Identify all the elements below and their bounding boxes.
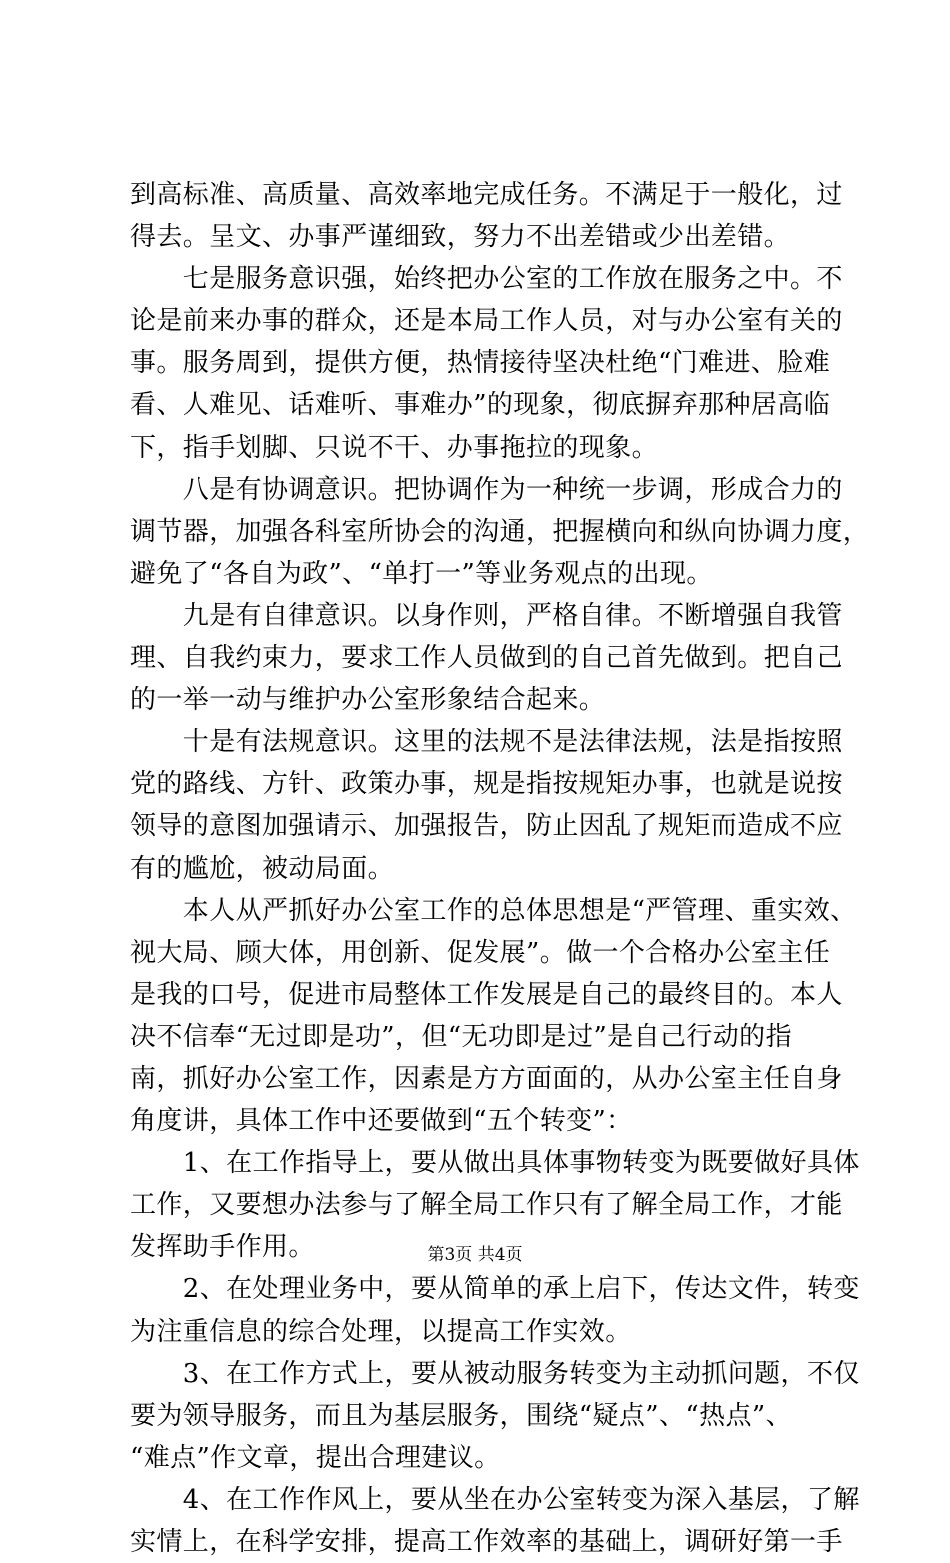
text-line: 1、在工作指导上，要从做出具体事物转变为既要做好具体 xyxy=(130,1148,860,1179)
text-line: 视大局、顾大体，用创新、促发展”。做一个合格办公室主任 xyxy=(130,937,831,968)
text-line: 为注重信息的综合处理，以提高工作实效。 xyxy=(130,1316,632,1347)
text-line: 得去。呈文、办事严谨细致，努力不出差错或少出差错。 xyxy=(130,222,791,253)
text-line: 4、在工作作风上，要从坐在办公室转变为深入基层，了解 xyxy=(130,1484,860,1515)
text-line: 3、在工作方式上，要从被动服务转变为主动抓问题，不仅 xyxy=(130,1358,860,1389)
text-line: 2、在处理业务中，要从简单的承上启下，传达文件，转变 xyxy=(130,1274,860,1305)
text-line: 角度讲，具体工作中还要做到“五个转变”： xyxy=(130,1106,633,1137)
text-line: 到高标准、高质量、高效率地完成任务。不满足于一般化，过 xyxy=(130,180,843,210)
text-line: 八是有协调意识。把协调作为一种统一步调，形成合力的 xyxy=(130,474,843,505)
text-line: 工作，又要想办法参与了解全局工作只有了解全局工作，才能 xyxy=(130,1190,843,1221)
text-line: 看、人难见、话难听、事难办”的现象，彻底摒弃那种居高临 xyxy=(130,390,831,421)
text-line: 十是有法规意识。这里的法规不是法律法规，法是指按照 xyxy=(130,727,843,758)
text-line: 发挥助手作用。 xyxy=(130,1232,315,1263)
text-line: 南，抓好办公室工作，因素是方方面面的，从办公室主任自身 xyxy=(130,1063,843,1094)
text-line: 本人从严抓好办公室工作的总体思想是“严管理、重实效、 xyxy=(130,895,857,926)
text-line: 的一举一动与维护办公室形象结合起来。 xyxy=(130,685,606,716)
text-line: 是我的口号，促进市局整体工作发展是自己的最终目的。本人 xyxy=(130,979,843,1010)
text-line: 决不信奉“无过即是功”，但“无功即是过”是自己行动的指 xyxy=(130,1021,792,1052)
text-line: 理、自我约束力，要求工作人员做到的自己首先做到。把自己 xyxy=(130,643,843,674)
text-line: 九是有自律意识。以身作则，严格自律。不断增强自我管 xyxy=(130,600,843,631)
text-line: 有的尴尬，被动局面。 xyxy=(130,853,395,884)
page-footer xyxy=(0,1245,950,1265)
text-line: 实情上，在科学安排，提高工作效率的基础上，调研好第一手 xyxy=(130,1527,843,1557)
page-number-label: 第3页 共4页 xyxy=(427,1245,523,1265)
text-line: 党的路线、方针、政策办事，规是指按规矩办事，也就是说按 xyxy=(130,769,843,800)
text-line: 领导的意图加强请示、加强报告，防止因乱了规矩而造成不应 xyxy=(130,811,843,842)
text-line: 避免了“各自为政”、“单打一”等业务观点的出现。 xyxy=(130,558,713,589)
document-body xyxy=(130,174,870,1563)
text-line: 事。服务周到，提供方便，热情接待坚决杜绝“门难进、脸难 xyxy=(130,348,831,379)
text-line: 七是服务意识强，始终把办公室的工作放在服务之中。不 xyxy=(130,264,843,295)
text-line: “难点”作文章，提出合理建议。 xyxy=(130,1442,501,1473)
text-line: 下，指手划脚、只说不干、办事拖拉的现象。 xyxy=(130,432,659,463)
text-line: 论是前来办事的群众，还是本局工作人员，对与办公室有关的 xyxy=(130,306,843,337)
text-line: 要为领导服务，而且为基层服务，围绕“疑点”、“热点”、 xyxy=(130,1400,792,1431)
text-line: 调节器，加强各科室所协会的沟通，把握横向和纵向协调力度， xyxy=(130,516,870,547)
